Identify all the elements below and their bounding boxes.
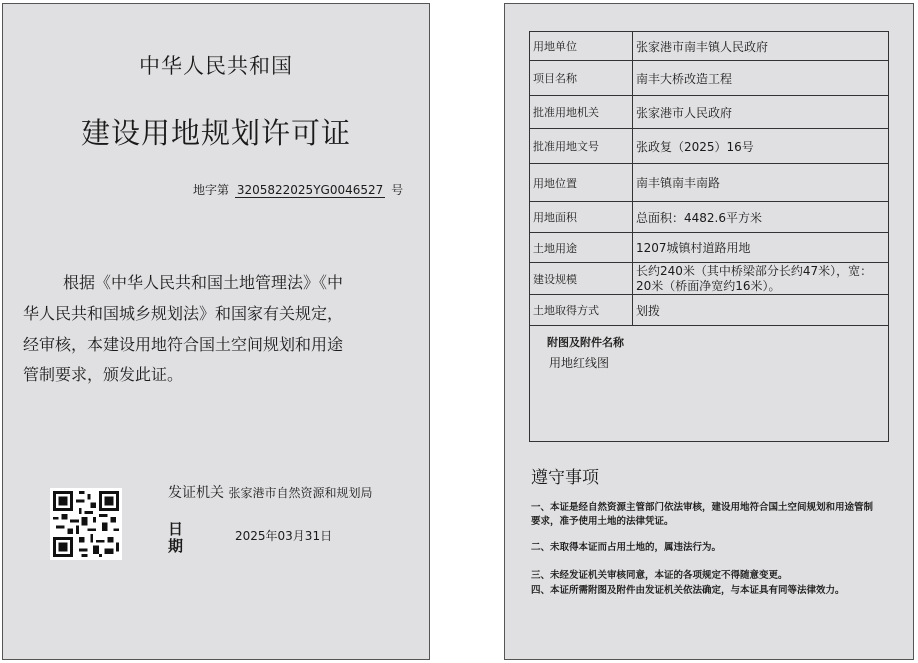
row-value: 南丰大桥改造工程 [633,61,889,96]
certificate-number: 3205822025YG0046527 [236,183,384,197]
row-value: 1207城镇村道路用地 [633,233,889,263]
table-row [530,263,889,295]
attachments-title: 附图及附件名称 [547,336,624,349]
row-key: 用地面积 [530,202,633,233]
body-text-line-1: 根据《中华人民共和国土地管理法》《中 [63,273,344,292]
row-value: 张政复（2025）16号 [633,129,889,164]
table-row [530,295,889,326]
certificate-back-panel [504,3,914,660]
row-value: 张家港市人民政府 [633,96,889,129]
date-label-bottom: 期 [168,537,184,555]
row-key: 批准用地文号 [530,129,633,164]
attachments-box [529,326,889,442]
body-text-line-2: 华人民共和国城乡规划法》和国家有关规定， [23,304,344,323]
rule-item-1: 一、本证是经自然资源主管部门依法审核，建设用地符合国土空间规划和用途管制要求，准予使用土地的法律凭证。 [531,502,874,527]
row-key: 用地单位 [530,32,633,61]
rules-title: 遵守事项 [531,468,599,488]
table-row [530,129,889,164]
row-value: 总面积：4482.6平方米 [633,202,889,233]
number-suffix: 号 [391,183,404,197]
row-value: 南丰镇南丰南路 [633,164,889,202]
row-value: 长约240米（其中桥梁部分长约47米），宽：20米（桥面净宽约16米）。 [633,263,889,295]
row-key: 土地取得方式 [530,295,633,326]
table-row [530,96,889,129]
rule-item-4: 四、本证所需附图及附件由发证机关依法确定，与本证具有同等法律效力。 [531,585,845,596]
issuer-line [168,482,372,502]
date-label-top: 日 [168,520,184,538]
number-prefix: 地字第 [193,183,230,197]
body-text-line-4: 管制要求，颁发此证。 [23,365,184,384]
row-value: 划拨 [633,295,889,326]
issuer-value: 张家港市自然资源和规划局 [228,486,373,500]
certificate-number-line [193,181,403,198]
rule-item-2: 二、未取得本证而占用土地的，属违法行为。 [531,542,722,553]
table-row [530,32,889,61]
certificate-title: 建设用地规划许可证 [80,116,351,150]
qr-code [50,488,122,560]
table-row [530,233,889,263]
attachment-item: 用地红线图 [549,356,610,370]
table-row [530,164,889,202]
row-key: 土地用途 [530,233,633,263]
issuer-label: 发证机关 [168,485,224,501]
row-key: 项目名称 [530,61,633,96]
land-info-table [529,31,889,326]
row-key: 建设规模 [530,263,633,295]
row-value: 张家港市南丰镇人民政府 [633,32,889,61]
table-row [530,202,889,233]
rule-item-3: 三、未经发证机关审核同意，本证的各项规定不得随意变更。 [531,570,788,581]
issue-date: 2025年03月31日 [235,529,333,543]
body-text-line-3: 经审核，本建设用地符合国土空间规划和用途 [23,335,344,354]
row-key: 用地位置 [530,164,633,202]
certificate-front-panel [2,3,430,660]
row-key: 批准用地机关 [530,96,633,129]
table-row [530,61,889,96]
country-name: 中华人民共和国 [139,54,293,78]
